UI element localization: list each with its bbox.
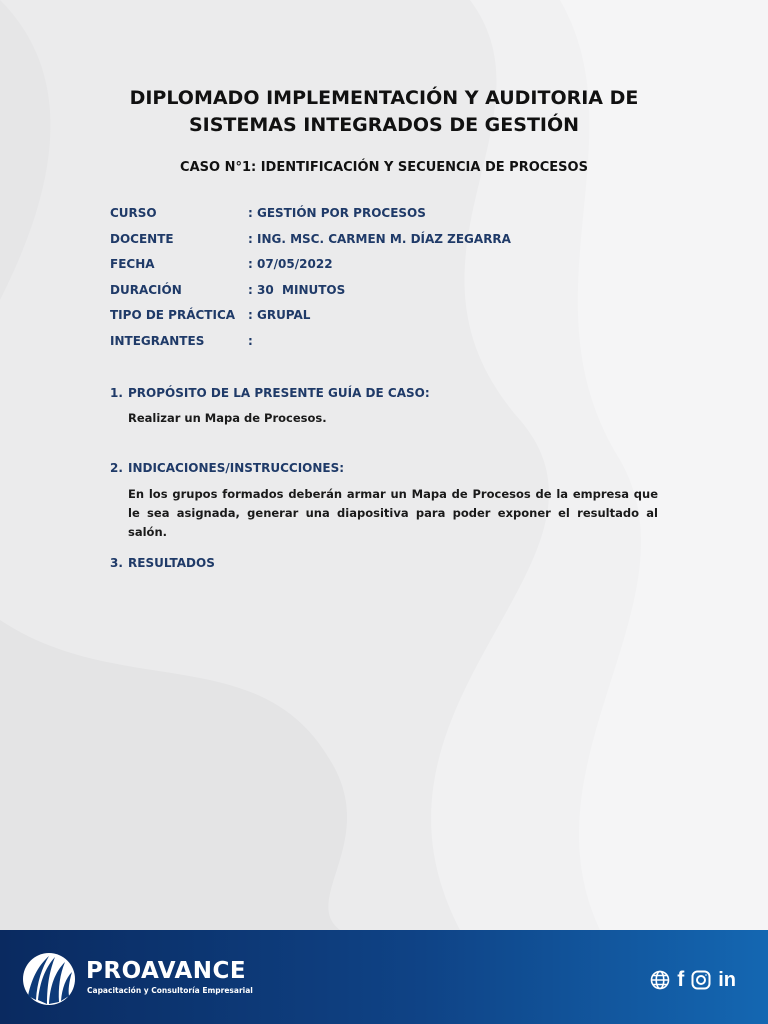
info-value: :	[248, 333, 253, 348]
case-title: CASO N°1: IDENTIFICACIÓN Y SECUENCIA DE PROCESOS	[180, 160, 588, 175]
title-line-1: DIPLOMADO IMPLEMENTACIÓN Y AUDITORIA DE	[129, 87, 639, 109]
section-number: 3.	[110, 556, 123, 570]
info-row-integrantes	[110, 334, 511, 360]
info-row-docente	[110, 232, 511, 258]
page-title	[0, 85, 768, 139]
section-number: 2.	[110, 461, 123, 475]
footer-bar	[0, 930, 768, 1024]
info-row-fecha	[110, 257, 511, 283]
section-heading-instructions	[110, 461, 344, 475]
info-label: INTEGRANTES	[110, 333, 205, 348]
info-value: : ING. MSC. CARMEN M. DÍAZ ZEGARRA	[248, 231, 511, 246]
info-label: CURSO	[110, 206, 157, 220]
social-icons	[650, 968, 736, 992]
info-value: : GESTIÓN POR PROCESOS	[248, 206, 426, 220]
title-line-2: SISTEMAS INTEGRADOS DE GESTIÓN	[188, 114, 580, 136]
info-label: DURACIÓN	[110, 282, 182, 297]
section-heading-purpose	[110, 386, 430, 400]
section-heading-results	[110, 556, 215, 570]
proavance-logo-icon	[22, 952, 76, 1006]
section-heading-text: INDICACIONES/INSTRUCCIONES:	[128, 461, 345, 475]
info-value: : 30 MINUTOS	[248, 282, 346, 297]
section-body-instructions: En los grupos formados deberán armar un Mapa de Procesos de la empresa que le sea asignada, generar una diapositiva para poder exponer el resultado al salón.	[128, 487, 658, 539]
info-label: DOCENTE	[110, 231, 174, 246]
section-heading-text: PROPÓSITO DE LA PRESENTE GUÍA DE CASO:	[128, 386, 430, 400]
info-label: TIPO DE PRÁCTICA	[110, 308, 236, 322]
section-heading-text: RESULTADOS	[128, 556, 215, 570]
brand-name: PROAVANCE	[86, 958, 247, 984]
section-body-purpose: Realizar un Mapa de Procesos.	[128, 411, 327, 425]
instagram-icon[interactable]	[691, 970, 711, 990]
info-row-curso	[110, 206, 511, 232]
globe-icon[interactable]	[650, 970, 670, 990]
info-table	[110, 206, 511, 359]
brand-tagline: Capacitación y Consultoría Empresarial	[87, 986, 253, 995]
info-value: : GRUPAL	[248, 308, 311, 322]
facebook-icon[interactable]: f	[677, 968, 685, 991]
section-number: 1.	[110, 386, 123, 400]
info-row-tipo-practica	[110, 308, 511, 334]
info-row-duracion	[110, 283, 511, 309]
linkedin-icon[interactable]: in	[718, 968, 736, 991]
info-value: : 07/05/2022	[248, 257, 333, 271]
info-label: FECHA	[110, 257, 155, 271]
